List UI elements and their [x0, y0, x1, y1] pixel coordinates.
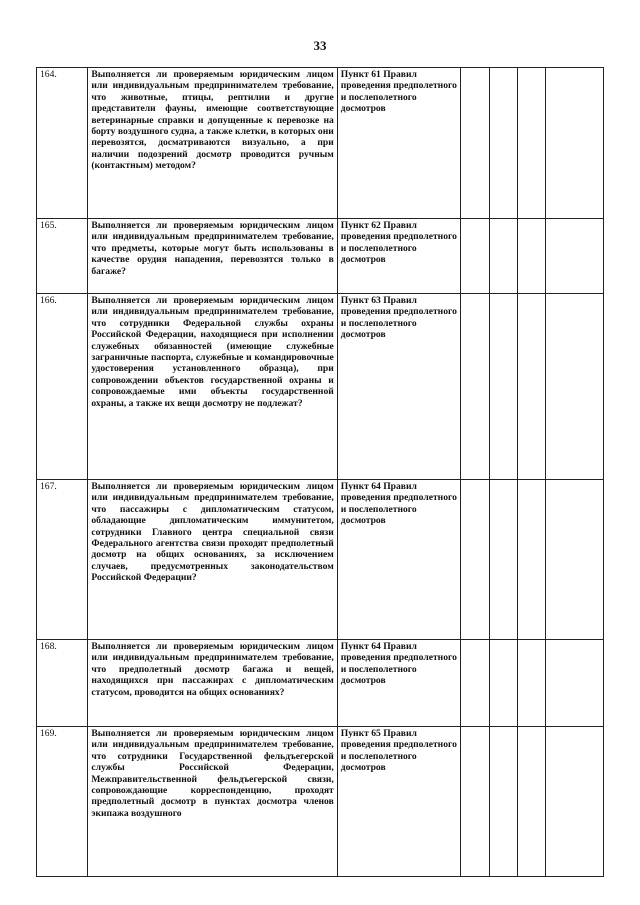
- note-cell: [546, 294, 604, 480]
- row-number: 166.: [37, 294, 88, 480]
- note-cell: [546, 480, 604, 640]
- answer-na-cell: [518, 640, 546, 727]
- row-number: 164.: [37, 68, 88, 219]
- row-reference: Пункт 64 Правил проведения предполетного и послеполетного досмотров: [337, 480, 461, 640]
- note-cell: [546, 640, 604, 727]
- answer-na-cell: [518, 727, 546, 877]
- table-row: [37, 480, 604, 640]
- note-cell: [546, 219, 604, 294]
- answer-no-cell: [489, 727, 517, 877]
- answer-na-cell: [518, 219, 546, 294]
- row-number: 169.: [37, 727, 88, 877]
- answer-yes-cell: [461, 727, 489, 877]
- answer-yes-cell: [461, 640, 489, 727]
- page-number: 33: [313, 38, 327, 53]
- row-question: Выполняется ли проверяемым юридическим лицом или индивидуальным предпринимателем требование, что сотрудники Федеральной службы охраны Российской Федерации, находящиеся при исполнении служебных обязанностей (имеющие служебные заграничные паспорта, служебные и командировочные удостоверения установленного образца), при сопровождении объектов государственной охраны и сопровождаемые ими объекты государственной охраны, а также их вещи досмотру не подлежат?: [88, 294, 337, 480]
- row-number: 165.: [37, 219, 88, 294]
- row-number: 167.: [37, 480, 88, 640]
- answer-na-cell: [518, 294, 546, 480]
- row-question: Выполняется ли проверяемым юридическим лицом или индивидуальным предпринимателем требование, что животные, птицы, рептилии и другие представители фауны, имеющие соответствующие ветеринарные справки и допущенные к перевозке на борту воздушного судна, а также клетки, в которых они перевозятся, досматриваются визуально, а при наличии подозрений досмотр проводится ручным (контактным) методом?: [88, 68, 337, 219]
- table-row: [37, 68, 604, 219]
- table-row: [37, 640, 604, 727]
- row-question: Выполняется ли проверяемым юридическим лицом или индивидуальным предпринимателем требование, что сотрудники Государственной фельдъегерской службы Российской Федерации, Межправительственной фельдъегерской связи, сопровождающие корреспонденцию, проходят предполетный досмотр в пунктах досмотра членов экипажа воздушного: [88, 727, 337, 877]
- checklist-table: [36, 67, 604, 877]
- answer-no-cell: [489, 294, 517, 480]
- answer-na-cell: [518, 480, 546, 640]
- answer-no-cell: [489, 480, 517, 640]
- answer-no-cell: [489, 68, 517, 219]
- note-cell: [546, 727, 604, 877]
- row-reference: Пункт 65 Правил проведения предполетного и послеполетного досмотров: [337, 727, 461, 877]
- answer-na-cell: [518, 68, 546, 219]
- table-row: [37, 727, 604, 877]
- row-reference: Пункт 62 Правил проведения предполетного и послеполетного досмотров: [337, 219, 461, 294]
- row-reference: Пункт 63 Правил проведения предполетного и послеполетного досмотров: [337, 294, 461, 480]
- row-reference: Пункт 61 Правил проведения предполетного и послеполетного досмотров: [337, 68, 461, 219]
- answer-no-cell: [489, 219, 517, 294]
- answer-yes-cell: [461, 480, 489, 640]
- row-question: Выполняется ли проверяемым юридическим лицом или индивидуальным предпринимателем требование, что пассажиры с дипломатическим статусом, обладающие дипломатическим иммунитетом, сотрудники Главного центра специальной связи Федерального агентства связи проходят предполетный досмотр на общих основаниях, за исключением случаев, предусмотренных законодательством Российской Федерации?: [88, 480, 337, 640]
- row-reference: Пункт 64 Правил проведения предполетного и послеполетного досмотров: [337, 640, 461, 727]
- note-cell: [546, 68, 604, 219]
- answer-yes-cell: [461, 219, 489, 294]
- table-row: [37, 294, 604, 480]
- answer-yes-cell: [461, 68, 489, 219]
- table-row: [37, 219, 604, 294]
- answer-no-cell: [489, 640, 517, 727]
- row-question: Выполняется ли проверяемым юридическим лицом или индивидуальным предпринимателем требование, что предметы, которые могут быть использованы в качестве орудия нападения, перевозятся только в багаже?: [88, 219, 337, 294]
- answer-yes-cell: [461, 294, 489, 480]
- row-question: Выполняется ли проверяемым юридическим лицом или индивидуальным предпринимателем требование, что предполетный досмотр багажа и вещей, находящихся при пассажирах с дипломатическим статусом, проводится на общих основаниях?: [88, 640, 337, 727]
- row-number: 168.: [37, 640, 88, 727]
